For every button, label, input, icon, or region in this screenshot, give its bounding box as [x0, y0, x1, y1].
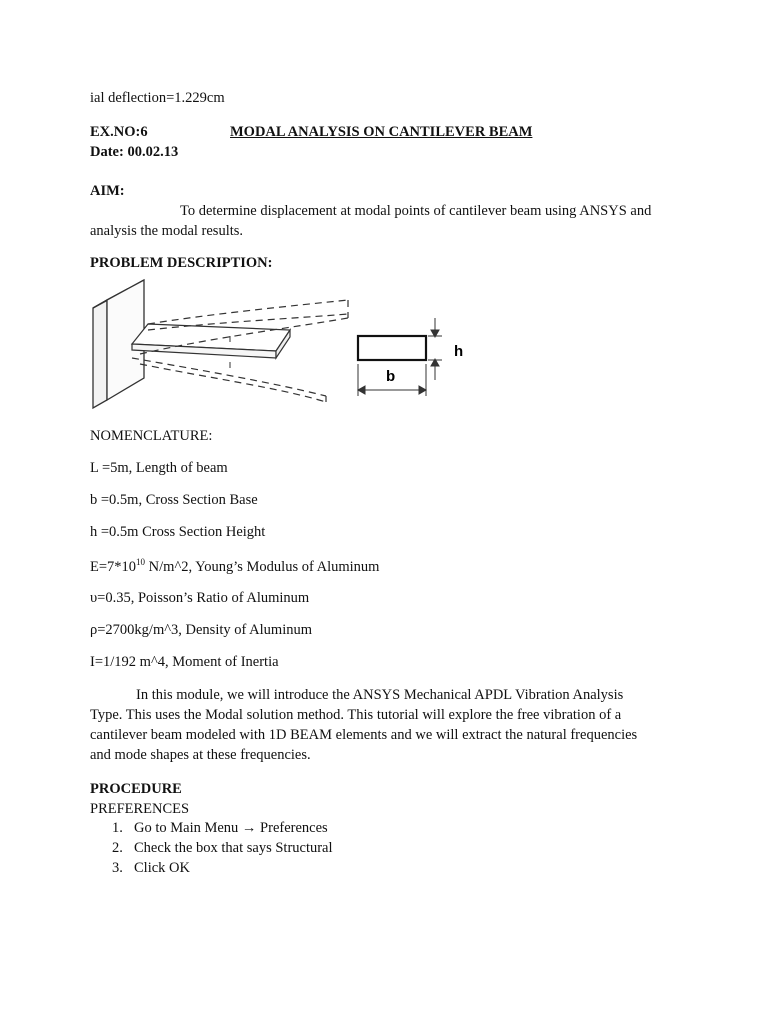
- step-number: 3.: [112, 860, 123, 876]
- top-line: ial deflection=1.229cm: [90, 90, 225, 106]
- cantilever-beam-figure: [90, 278, 490, 418]
- nomenclature-height: h =0.5m Cross Section Height: [90, 524, 266, 540]
- figure-b-label: b: [386, 368, 396, 385]
- document-date: Date: 00.02.13: [90, 144, 179, 160]
- procedure-heading: PROCEDURE: [90, 781, 182, 797]
- list-item: [90, 818, 333, 838]
- aim-heading: AIM:: [90, 183, 125, 199]
- step-number: 2.: [112, 840, 123, 856]
- youngs-exponent: 10: [136, 557, 146, 567]
- procedure-steps: [90, 818, 333, 878]
- nomenclature-inertia: I=1/192 m^4, Moment of Inertia: [90, 654, 279, 670]
- figure-h-label: h: [454, 343, 464, 360]
- youngs-suffix: N/m^2, Young’s Modulus of Aluminum: [145, 558, 380, 575]
- intro-line-3: cantilever beam modeled with 1D BEAM elements and we will extract the natural frequencies: [90, 727, 638, 743]
- list-item: [90, 858, 333, 878]
- nomenclature-length: L =5m, Length of beam: [90, 460, 228, 476]
- exercise-number: EX.NO:6: [90, 124, 148, 140]
- list-item: [90, 838, 333, 858]
- step-text: Click OK: [134, 860, 190, 876]
- step-text: Check the box that says Structural: [134, 840, 333, 856]
- aim-line-1: To determine displacement at modal points of cantilever beam using ANSYS and: [180, 203, 652, 219]
- nomenclature-poisson: υ=0.35, Poisson’s Ratio of Aluminum: [90, 590, 310, 606]
- nomenclature-youngs-modulus: [90, 557, 379, 576]
- intro-line-1: In this module, we will introduce the ANSYS Mechanical APDL Vibration Analysis: [136, 687, 624, 703]
- step-text: Go to Main Menu → Preferences: [134, 820, 328, 836]
- step-number: 1.: [112, 820, 123, 836]
- nomenclature-heading: NOMENCLATURE:: [90, 428, 213, 444]
- nomenclature-density: ρ=2700kg/m^3, Density of Aluminum: [90, 622, 312, 638]
- intro-line-2: Type. This uses the Modal solution method. This tutorial will explore the free vibration of a: [90, 707, 622, 723]
- preferences-subheading: PREFERENCES: [90, 801, 190, 817]
- aim-line-2: analysis the modal results.: [90, 223, 244, 239]
- youngs-prefix: E=7*10: [90, 558, 137, 575]
- document-title: MODAL ANALYSIS ON CANTILEVER BEAM: [230, 124, 533, 140]
- intro-line-4: and mode shapes at these frequencies.: [90, 747, 311, 763]
- problem-heading: PROBLEM DESCRIPTION:: [90, 255, 273, 271]
- nomenclature-base: b =0.5m, Cross Section Base: [90, 492, 258, 508]
